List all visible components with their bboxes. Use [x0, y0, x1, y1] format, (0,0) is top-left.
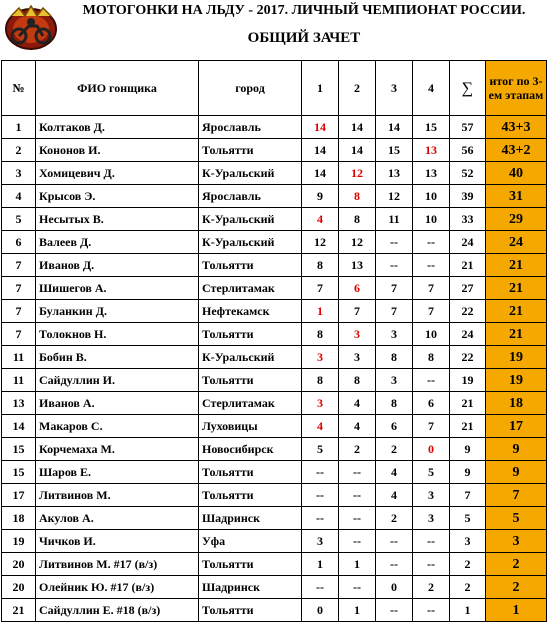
cell-place: 7: [2, 254, 36, 277]
table-row: [2, 300, 547, 323]
cell-place: 11: [2, 346, 36, 369]
cell-stage3: 6: [376, 415, 413, 438]
cell-city: Ярославль: [199, 116, 302, 139]
cell-stage4: 5: [413, 461, 450, 484]
cell-stage1: 8: [302, 254, 339, 277]
cell-total: 2: [486, 553, 547, 576]
cell-sum: 57: [450, 116, 486, 139]
cell-stage4: 10: [413, 185, 450, 208]
table-row: [2, 415, 547, 438]
cell-stage2: 1: [339, 599, 376, 622]
col-stage4-header: 4: [413, 61, 450, 116]
cell-stage2: 8: [339, 369, 376, 392]
cell-stage4: 10: [413, 208, 450, 231]
cell-stage3: 15: [376, 139, 413, 162]
cell-sum: 27: [450, 277, 486, 300]
cell-total: 21: [486, 323, 547, 346]
cell-stage3: 8: [376, 346, 413, 369]
cell-stage2: --: [339, 507, 376, 530]
table-row: [2, 369, 547, 392]
cell-place: 5: [2, 208, 36, 231]
cell-total: 17: [486, 415, 547, 438]
cell-stage2: 2: [339, 438, 376, 461]
col-num-header: №: [2, 61, 36, 116]
table-row: [2, 346, 547, 369]
motorcycle-club-logo: [3, 2, 59, 52]
cell-stage2: 3: [339, 323, 376, 346]
table-row: [2, 599, 547, 622]
cell-stage2: 13: [339, 254, 376, 277]
cell-stage1: --: [302, 484, 339, 507]
table-row: [2, 507, 547, 530]
cell-stage2: --: [339, 530, 376, 553]
cell-stage2: --: [339, 461, 376, 484]
cell-sum: 52: [450, 162, 486, 185]
cell-city: К-Уральский: [199, 231, 302, 254]
cell-stage4: 3: [413, 484, 450, 507]
table-row: [2, 254, 547, 277]
cell-stage1: 3: [302, 346, 339, 369]
cell-stage2: 7: [339, 300, 376, 323]
cell-stage3: --: [376, 599, 413, 622]
cell-city: К-Уральский: [199, 208, 302, 231]
cell-stage3: --: [376, 530, 413, 553]
cell-place: 2: [2, 139, 36, 162]
cell-stage2: 14: [339, 139, 376, 162]
cell-total: 19: [486, 369, 547, 392]
cell-total: 29: [486, 208, 547, 231]
cell-city: Луховицы: [199, 415, 302, 438]
table-row: [2, 116, 547, 139]
cell-stage4: 7: [413, 277, 450, 300]
cell-city: Шадринск: [199, 576, 302, 599]
cell-rider-name: Буланкин Д.: [36, 300, 199, 323]
cell-place: 20: [2, 576, 36, 599]
table-row: [2, 553, 547, 576]
cell-total: 9: [486, 461, 547, 484]
cell-stage1: 14: [302, 139, 339, 162]
cell-stage2: 12: [339, 231, 376, 254]
cell-stage2: 4: [339, 415, 376, 438]
cell-stage1: 14: [302, 162, 339, 185]
cell-rider-name: Хомицевич Д.: [36, 162, 199, 185]
cell-sum: 24: [450, 231, 486, 254]
cell-stage1: 8: [302, 369, 339, 392]
cell-stage3: 7: [376, 300, 413, 323]
cell-place: 7: [2, 277, 36, 300]
cell-stage3: 8: [376, 392, 413, 415]
col-stage1-header: 1: [302, 61, 339, 116]
cell-stage3: 4: [376, 484, 413, 507]
cell-sum: 2: [450, 576, 486, 599]
cell-sum: 9: [450, 438, 486, 461]
cell-sum: 39: [450, 185, 486, 208]
cell-sum: 2: [450, 553, 486, 576]
col-city-header: город: [199, 61, 302, 116]
cell-rider-name: Бобин В.: [36, 346, 199, 369]
cell-rider-name: Иванов А.: [36, 392, 199, 415]
cell-stage2: 8: [339, 185, 376, 208]
cell-total: 18: [486, 392, 547, 415]
cell-city: Тольятти: [199, 553, 302, 576]
cell-sum: 19: [450, 369, 486, 392]
cell-sum: 22: [450, 300, 486, 323]
cell-place: 4: [2, 185, 36, 208]
cell-stage2: --: [339, 576, 376, 599]
cell-total: 21: [486, 254, 547, 277]
cell-rider-name: Шаров Е.: [36, 461, 199, 484]
cell-sum: 21: [450, 254, 486, 277]
cell-stage2: 8: [339, 208, 376, 231]
cell-sum: 21: [450, 392, 486, 415]
cell-place: 15: [2, 461, 36, 484]
cell-place: 13: [2, 392, 36, 415]
cell-city: Уфа: [199, 530, 302, 553]
cell-stage4: --: [413, 231, 450, 254]
cell-stage1: --: [302, 461, 339, 484]
table-row: [2, 231, 547, 254]
cell-stage4: 6: [413, 392, 450, 415]
cell-stage4: 10: [413, 323, 450, 346]
cell-stage3: --: [376, 553, 413, 576]
cell-rider-name: Сайдуллин И.: [36, 369, 199, 392]
table-row: [2, 530, 547, 553]
cell-city: Тольятти: [199, 254, 302, 277]
cell-city: Шадринск: [199, 507, 302, 530]
table-row: [2, 576, 547, 599]
cell-stage2: 6: [339, 277, 376, 300]
cell-place: 19: [2, 530, 36, 553]
cell-city: К-Уральский: [199, 162, 302, 185]
cell-stage3: 12: [376, 185, 413, 208]
cell-stage3: 13: [376, 162, 413, 185]
cell-stage3: 4: [376, 461, 413, 484]
cell-total: 3: [486, 530, 547, 553]
cell-city: Ярославль: [199, 185, 302, 208]
cell-rider-name: Литвинов М. #17 (в/з): [36, 553, 199, 576]
table-row: [2, 438, 547, 461]
cell-place: 1: [2, 116, 36, 139]
cell-city: Стерлитамак: [199, 277, 302, 300]
cell-place: 21: [2, 599, 36, 622]
cell-rider-name: Толокнов Н.: [36, 323, 199, 346]
col-stage2-header: 2: [339, 61, 376, 116]
page-title: МОТОГОНКИ НА ЛЬДУ - 2017. ЛИЧНЫЙ ЧЕМПИОНАТ РОССИИ.: [82, 3, 526, 18]
table-row: [2, 392, 547, 415]
cell-rider-name: Несытых В.: [36, 208, 199, 231]
cell-stage1: 3: [302, 530, 339, 553]
cell-place: 20: [2, 553, 36, 576]
cell-sum: 22: [450, 346, 486, 369]
cell-stage3: 0: [376, 576, 413, 599]
cell-stage1: --: [302, 507, 339, 530]
cell-city: Тольятти: [199, 369, 302, 392]
cell-place: 14: [2, 415, 36, 438]
cell-stage3: --: [376, 254, 413, 277]
cell-stage2: 1: [339, 553, 376, 576]
cell-total: 43+3: [486, 116, 547, 139]
cell-total: 19: [486, 346, 547, 369]
table-row: [2, 208, 547, 231]
cell-place: 15: [2, 438, 36, 461]
cell-stage4: --: [413, 553, 450, 576]
cell-rider-name: Акулов А.: [36, 507, 199, 530]
cell-stage3: --: [376, 231, 413, 254]
cell-sum: 5: [450, 507, 486, 530]
col-name-header: ФИО гонщика: [36, 61, 199, 116]
cell-stage2: 14: [339, 116, 376, 139]
cell-rider-name: Кононов И.: [36, 139, 199, 162]
table-row: [2, 323, 547, 346]
table-row: [2, 277, 547, 300]
table-row: [2, 162, 547, 185]
cell-city: Новосибирск: [199, 438, 302, 461]
cell-sum: 3: [450, 530, 486, 553]
header-row: [2, 61, 547, 116]
cell-stage2: 3: [339, 346, 376, 369]
cell-stage1: 3: [302, 392, 339, 415]
cell-stage1: 8: [302, 323, 339, 346]
cell-stage3: 7: [376, 277, 413, 300]
cell-stage2: 4: [339, 392, 376, 415]
cell-stage1: 5: [302, 438, 339, 461]
cell-rider-name: Сайдуллин Е. #18 (в/з): [36, 599, 199, 622]
cell-rider-name: Чичков И.: [36, 530, 199, 553]
cell-sum: 21: [450, 415, 486, 438]
standings-table: [1, 60, 547, 622]
cell-sum: 9: [450, 461, 486, 484]
cell-rider-name: Крысов Э.: [36, 185, 199, 208]
cell-sum: 1: [450, 599, 486, 622]
cell-total: 40: [486, 162, 547, 185]
cell-rider-name: Валеев Д.: [36, 231, 199, 254]
cell-stage4: 2: [413, 576, 450, 599]
cell-rider-name: Литвинов М.: [36, 484, 199, 507]
table-row: [2, 139, 547, 162]
cell-rider-name: Иванов Д.: [36, 254, 199, 277]
cell-city: Тольятти: [199, 484, 302, 507]
cell-stage3: 2: [376, 438, 413, 461]
cell-stage2: 12: [339, 162, 376, 185]
cell-stage1: 9: [302, 185, 339, 208]
cell-stage2: --: [339, 484, 376, 507]
table-row: [2, 484, 547, 507]
cell-city: Тольятти: [199, 599, 302, 622]
cell-stage1: 14: [302, 116, 339, 139]
cell-stage1: 7: [302, 277, 339, 300]
cell-rider-name: Шишегов А.: [36, 277, 199, 300]
cell-total: 5: [486, 507, 547, 530]
cell-stage4: 7: [413, 415, 450, 438]
cell-stage3: 3: [376, 323, 413, 346]
cell-stage1: 1: [302, 553, 339, 576]
cell-stage3: 11: [376, 208, 413, 231]
cell-stage4: 13: [413, 139, 450, 162]
cell-stage1: 4: [302, 208, 339, 231]
cell-city: Тольятти: [199, 323, 302, 346]
cell-stage4: 13: [413, 162, 450, 185]
cell-stage3: 3: [376, 369, 413, 392]
cell-stage4: --: [413, 254, 450, 277]
cell-city: Тольятти: [199, 461, 302, 484]
cell-total: 24: [486, 231, 547, 254]
cell-sum: 7: [450, 484, 486, 507]
cell-place: 17: [2, 484, 36, 507]
col-total-header: итог по 3-ем этапам: [486, 61, 547, 116]
col-sum-header: ∑: [450, 61, 486, 116]
cell-rider-name: Олейник Ю. #17 (в/з): [36, 576, 199, 599]
cell-place: 11: [2, 369, 36, 392]
cell-stage4: --: [413, 599, 450, 622]
cell-total: 1: [486, 599, 547, 622]
cell-city: К-Уральский: [199, 346, 302, 369]
cell-stage4: --: [413, 369, 450, 392]
cell-city: Стерлитамак: [199, 392, 302, 415]
cell-rider-name: Корчемаха М.: [36, 438, 199, 461]
cell-place: 7: [2, 300, 36, 323]
cell-place: 6: [2, 231, 36, 254]
cell-stage1: --: [302, 576, 339, 599]
cell-total: 43+2: [486, 139, 547, 162]
cell-total: 7: [486, 484, 547, 507]
cell-stage4: 0: [413, 438, 450, 461]
cell-sum: 56: [450, 139, 486, 162]
cell-stage3: 2: [376, 507, 413, 530]
cell-stage4: 15: [413, 116, 450, 139]
cell-total: 21: [486, 277, 547, 300]
cell-place: 7: [2, 323, 36, 346]
cell-stage1: 4: [302, 415, 339, 438]
cell-sum: 24: [450, 323, 486, 346]
cell-stage1: 0: [302, 599, 339, 622]
cell-stage4: --: [413, 530, 450, 553]
cell-city: Тольятти: [199, 139, 302, 162]
cell-total: 9: [486, 438, 547, 461]
cell-place: 18: [2, 507, 36, 530]
cell-stage4: 7: [413, 300, 450, 323]
cell-stage1: 1: [302, 300, 339, 323]
cell-total: 31: [486, 185, 547, 208]
cell-rider-name: Колтаков Д.: [36, 116, 199, 139]
cell-sum: 33: [450, 208, 486, 231]
cell-total: 21: [486, 300, 547, 323]
cell-rider-name: Макаров С.: [36, 415, 199, 438]
cell-stage4: 3: [413, 507, 450, 530]
cell-stage4: 8: [413, 346, 450, 369]
cell-city: Нефтекамск: [199, 300, 302, 323]
table-row: [2, 461, 547, 484]
cell-total: 2: [486, 576, 547, 599]
cell-place: 3: [2, 162, 36, 185]
table-row: [2, 185, 547, 208]
page-subtitle: ОБЩИЙ ЗАЧЕТ: [247, 30, 361, 46]
cell-stage3: 14: [376, 116, 413, 139]
cell-stage1: 12: [302, 231, 339, 254]
col-stage3-header: 3: [376, 61, 413, 116]
